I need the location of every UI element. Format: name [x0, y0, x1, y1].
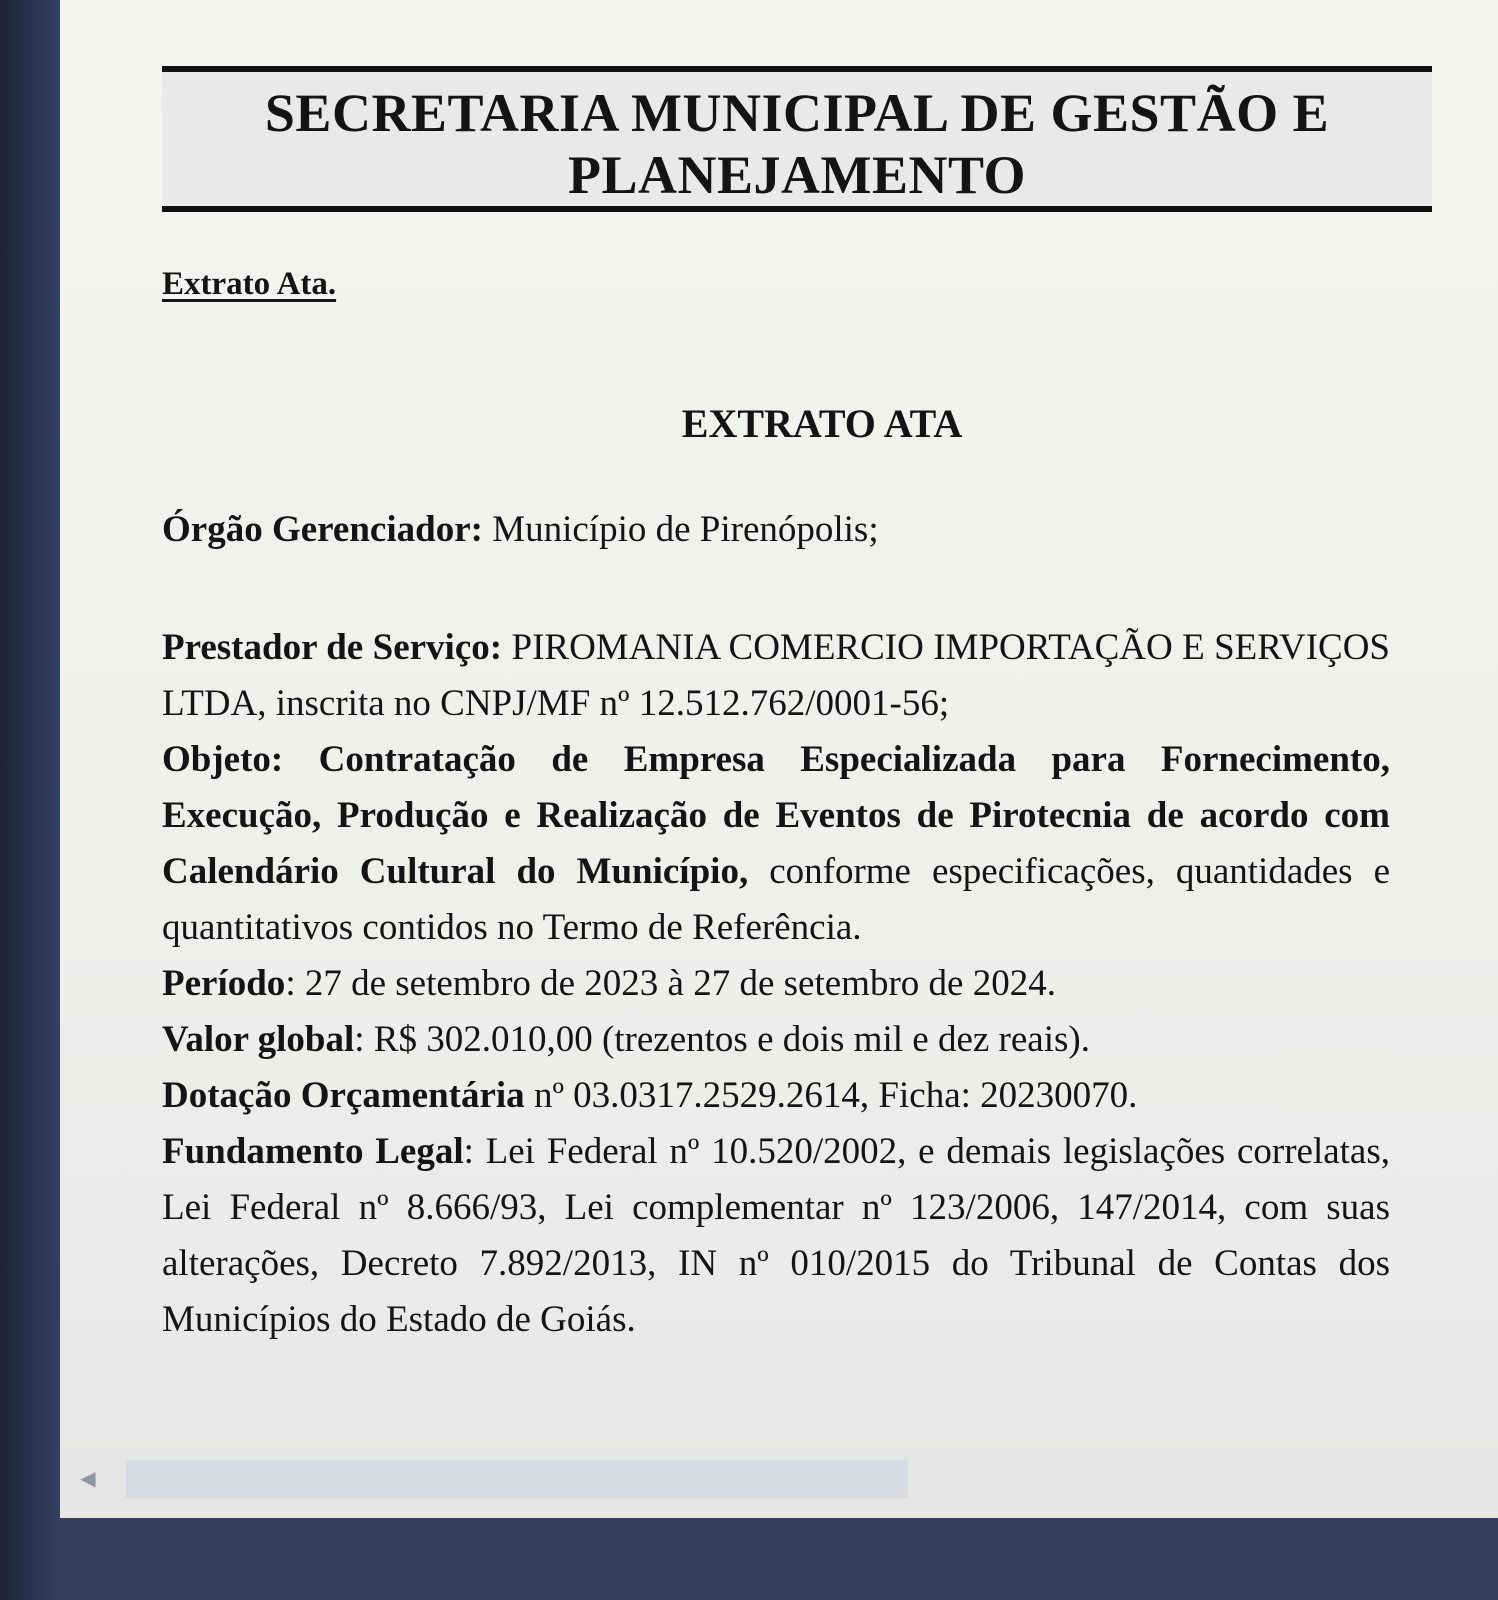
chevron-left-icon[interactable]: ◀: [80, 1466, 96, 1490]
orgao-value: Município de Pirenópolis;: [482, 509, 879, 550]
objeto-paragraph: [162, 732, 1390, 956]
dotacao-paragraph: [162, 1068, 1390, 1124]
scrollbar-thumb[interactable]: [126, 1460, 908, 1498]
objeto-bold-text: Contratação de Empresa Especializada para Fornecimento, Execução, Produção e Realização de Eventos de Pirotecnia de acordo com Calendário Cultural do Município,: [162, 739, 1390, 892]
orgao-line: [162, 508, 879, 551]
header-banner: [162, 66, 1432, 212]
prestador-label: Prestador de Serviço:: [162, 627, 503, 668]
document-page: [60, 0, 1498, 1518]
fundamento-paragraph: [162, 1124, 1390, 1348]
periodo-paragraph: [162, 956, 1390, 1012]
prestador-value: PIROMANIA COMERCIO IMPORTAÇÃO E SERVIÇOS LTDA, inscrita no CNPJ/MF nº 12.512.762/0001-56;: [162, 627, 1391, 724]
valor-value: : R$ 302.010,00 (trezentos e dois mil e dez reais).: [354, 1019, 1090, 1060]
horizontal-scrollbar[interactable]: [60, 1448, 1498, 1510]
prestador-paragraph: [162, 620, 1390, 732]
extract-title: EXTRATO ATA: [681, 401, 963, 446]
objeto-rest-text: conforme especificações, quantidades e quantitativos contidos no Termo de Referência.: [162, 851, 1390, 948]
document-body: [162, 620, 1390, 1348]
valor-label: Valor global: [162, 1019, 355, 1060]
dotacao-label: Dotação Orçamentária: [162, 1075, 525, 1116]
orgao-label: Órgão Gerenciador:: [162, 509, 483, 550]
periodo-label: Período: [162, 963, 286, 1004]
fundamento-value: : Lei Federal nº 10.520/2002, e demais legislações correlatas, Lei Federal nº 8.666/93, Lei complementar nº 123/2006, 147/2014, com suas alterações, Decreto 7.892/2013, IN nº 010/2015 do Tribunal de Contas dos Municípios do Estado de Goiás.: [162, 1131, 1390, 1340]
valor-paragraph: [162, 1012, 1390, 1068]
dotacao-value: nº 03.0317.2529.2614, Ficha: 20230070.: [524, 1075, 1138, 1116]
document-subtitle: Extrato Ata.: [162, 266, 337, 302]
periodo-value: : 27 de setembro de 2023 à 27 de setembro de 2024.: [285, 963, 1056, 1004]
fundamento-label: Fundamento Legal: [162, 1131, 464, 1172]
objeto-label: Objeto:: [162, 739, 284, 780]
page-title: SECRETARIA MUNICIPAL DE GESTÃO E PLANEJAMENTO: [264, 83, 1330, 205]
